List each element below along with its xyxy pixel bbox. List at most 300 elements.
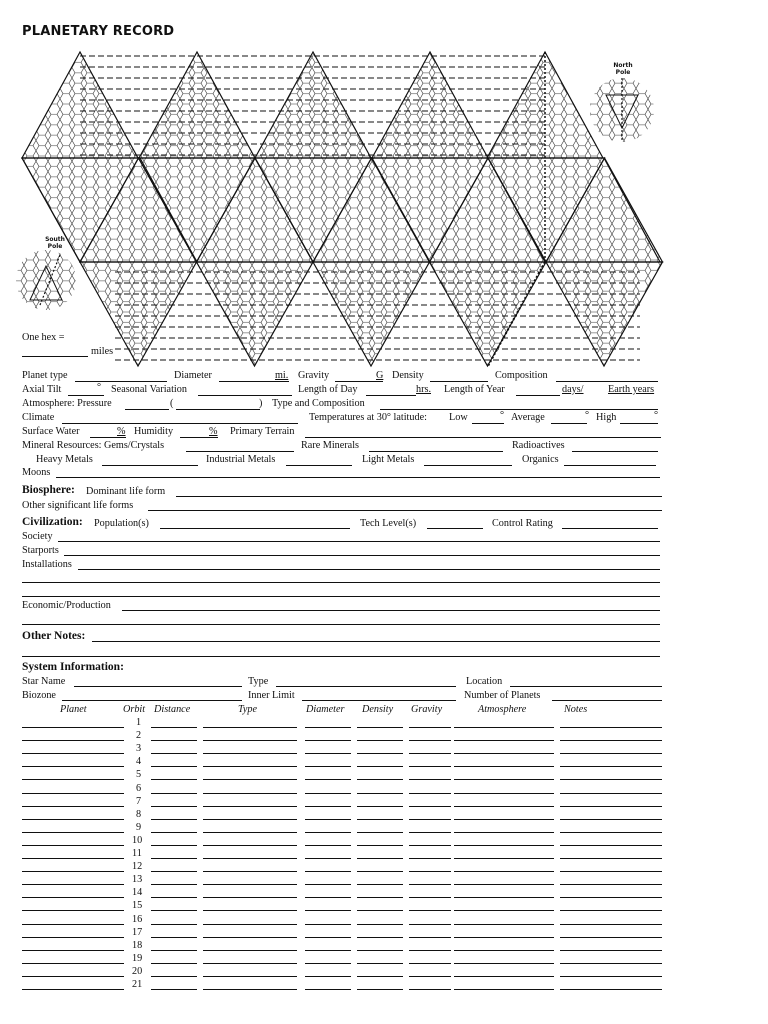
installations-field-2[interactable] [22,582,660,583]
table-cell[interactable] [305,793,351,794]
atmosphere-pressure-label: Atmosphere: Pressure [22,398,112,409]
table-cell[interactable] [560,937,662,938]
deg-unit: ° [500,410,505,421]
table-cell[interactable] [22,910,124,911]
table-cell[interactable] [305,806,351,807]
table-cell[interactable] [305,779,351,780]
table-cell[interactable] [357,989,403,990]
table-cell[interactable] [22,937,124,938]
table-cell[interactable] [409,819,451,820]
table-cell[interactable] [357,871,403,872]
table-cell[interactable] [22,806,124,807]
table-cell[interactable] [357,766,403,767]
society-field[interactable] [58,541,660,542]
table-cell[interactable] [409,924,451,925]
table-cell[interactable] [203,910,297,911]
table-cell[interactable] [409,727,451,728]
table-cell[interactable] [357,884,403,885]
light-metals-field[interactable] [424,465,512,466]
table-cell[interactable] [151,924,197,925]
table-cell[interactable] [151,806,197,807]
table-cell[interactable] [454,858,554,859]
table-cell[interactable] [203,740,297,741]
table-cell[interactable] [409,884,451,885]
table-cell[interactable] [357,845,403,846]
orbit-number: 6 [136,782,142,794]
pressure-alt-field[interactable] [176,409,260,410]
table-cell[interactable] [357,910,403,911]
orbit-number: 10 [132,834,143,846]
average-label: Average [511,412,545,423]
table-cell[interactable] [151,753,197,754]
heavy-metals-field[interactable] [102,465,198,466]
composition-field[interactable] [556,381,658,382]
economic-label: Economic/Production [22,600,111,611]
table-cell[interactable] [454,766,554,767]
table-cell[interactable] [454,897,554,898]
orbit-number: 16 [132,913,143,925]
other-life-label: Other significant life forms [22,500,134,511]
table-cell[interactable] [203,937,297,938]
south-pole-diagram [16,250,76,310]
orbit-number: 7 [136,795,142,807]
table-cell[interactable] [203,963,297,964]
table-cell[interactable] [409,858,451,859]
table-cell[interactable] [22,779,124,780]
table-cell[interactable] [357,832,403,833]
low-temp-field[interactable] [472,423,504,424]
orbit-number: 11 [132,848,142,859]
table-cell[interactable] [560,806,662,807]
high-temp-field[interactable] [620,423,658,424]
atmosphere-type-field[interactable] [380,409,658,410]
table-cell[interactable] [560,753,662,754]
map-triangle-bottom [313,262,430,366]
table-cell[interactable] [357,727,403,728]
installations-label: Installations [22,559,72,570]
column-header-density: Density [362,704,394,715]
table-cell[interactable] [409,937,451,938]
table-cell[interactable] [22,871,124,872]
table-cell[interactable] [454,779,554,780]
table-cell[interactable] [22,832,124,833]
control-rating-field[interactable] [562,528,658,529]
table-cell[interactable] [203,871,297,872]
table-cell[interactable] [560,897,662,898]
rare-minerals-field[interactable] [369,451,503,452]
biozone-field[interactable] [62,700,242,701]
seasonal-variation-label: Seasonal Variation [111,384,187,395]
table-cell[interactable] [409,779,451,780]
table-cell[interactable] [151,976,197,977]
table-cell[interactable] [203,793,297,794]
table-cell[interactable] [22,950,124,951]
table-cell[interactable] [560,727,662,728]
hex-scale-field[interactable] [22,356,88,357]
table-cell[interactable] [305,871,351,872]
days-unit: days/ [562,384,584,395]
table-cell[interactable] [454,924,554,925]
table-cell[interactable] [203,806,297,807]
radioactives-label: Radioactives [512,440,565,451]
table-cell[interactable] [151,727,197,728]
table-cell[interactable] [409,753,451,754]
table-cell[interactable] [409,976,451,977]
table-cell[interactable] [454,845,554,846]
deg-unit: ° [585,410,590,421]
pct-unit: % [209,426,218,437]
length-of-day-field[interactable] [366,395,416,396]
table-cell[interactable] [305,884,351,885]
humidity-label: Humidity [134,426,174,437]
table-cell[interactable] [22,858,124,859]
high-label: High [596,412,617,423]
table-cell[interactable] [305,740,351,741]
south-pole-label: South Pole [45,236,65,250]
table-cell[interactable] [454,753,554,754]
north-pole-diagram [590,78,654,142]
number-of-planets-field[interactable] [552,700,662,701]
tech-level-field[interactable] [427,528,483,529]
table-cell[interactable] [454,937,554,938]
table-cell[interactable] [203,884,297,885]
economic-field[interactable] [122,610,660,611]
pressure-field[interactable] [125,409,169,410]
table-cell[interactable] [357,793,403,794]
table-cell[interactable] [151,845,197,846]
table-cell[interactable] [22,845,124,846]
table-cell[interactable] [454,976,554,977]
table-cell[interactable] [409,950,451,951]
map-triangle-top [139,52,255,158]
table-cell[interactable] [203,897,297,898]
map-triangle-bottom [430,262,547,366]
table-cell[interactable] [454,740,554,741]
seasonal-variation-field[interactable] [198,395,292,396]
axial-tilt-field[interactable] [68,395,104,396]
earth-years-unit: Earth years [608,384,655,395]
rare-minerals-label: Rare Minerals [301,440,359,451]
table-cell[interactable] [203,989,297,990]
table-cell[interactable] [203,976,297,977]
table-cell[interactable] [151,910,197,911]
table-cell[interactable] [357,950,403,951]
civilization-heading: Civilization: [22,516,83,528]
orbit-number: 15 [132,900,143,912]
table-cell[interactable] [151,871,197,872]
table-cell[interactable] [151,832,197,833]
table-cell[interactable] [454,819,554,820]
table-cell[interactable] [151,766,197,767]
table-cell[interactable] [560,858,662,859]
climate-label: Climate [22,412,55,423]
table-cell[interactable] [560,766,662,767]
orbit-number: 1 [136,717,142,728]
table-cell[interactable] [454,793,554,794]
other-life-field[interactable] [148,510,662,511]
table-cell[interactable] [22,989,124,990]
biozone-label: Biozone [22,690,56,701]
table-cell[interactable] [22,793,124,794]
table-cell[interactable] [22,819,124,820]
table-cell[interactable] [454,910,554,911]
table-cell[interactable] [151,819,197,820]
table-cell[interactable] [305,976,351,977]
table-cell[interactable] [357,858,403,859]
orbit-number: 5 [136,769,142,781]
society-label: Society [22,531,53,542]
orbit-number: 2 [136,730,142,742]
table-cell[interactable] [203,727,297,728]
table-cell[interactable] [560,871,662,872]
table-cell[interactable] [305,727,351,728]
table-cell[interactable] [409,910,451,911]
dominant-life-label: Dominant life form [86,486,166,497]
table-cell[interactable] [560,845,662,846]
table-cell[interactable] [22,740,124,741]
table-cell[interactable] [357,819,403,820]
other-notes-field[interactable] [92,641,660,642]
table-cell[interactable] [305,910,351,911]
paren-close: ) [259,398,263,409]
star-name-label: Star Name [22,676,66,687]
climate-field[interactable] [62,423,298,424]
moons-field[interactable] [56,477,660,478]
table-cell[interactable] [305,924,351,925]
temperatures-label: Temperatures at 30° latitude: [309,412,427,423]
table-cell[interactable] [409,766,451,767]
primary-terrain-field[interactable] [305,437,661,438]
table-cell[interactable] [560,832,662,833]
table-cell[interactable] [560,819,662,820]
table-cell[interactable] [409,793,451,794]
table-cell[interactable] [357,897,403,898]
star-name-field[interactable] [74,686,242,687]
table-cell[interactable] [151,793,197,794]
table-cell[interactable] [203,845,297,846]
table-cell[interactable] [151,937,197,938]
length-of-year-field[interactable] [516,395,560,396]
economic-field-2[interactable] [22,624,660,625]
table-cell[interactable] [22,753,124,754]
one-hex-label: One hex = [22,332,65,343]
north-pole-label: North Pole [613,62,633,76]
orbit-number: 13 [132,874,143,886]
other-notes-label: Other Notes: [22,630,86,642]
inner-limit-label: Inner Limit [248,690,295,701]
table-cell[interactable] [151,740,197,741]
table-cell[interactable] [305,832,351,833]
planet-type-field[interactable] [75,381,167,382]
table-cell[interactable] [454,727,554,728]
installations-field-3[interactable] [22,596,660,597]
orbit-number: 8 [136,808,142,820]
location-field[interactable] [510,686,662,687]
table-cell[interactable] [151,950,197,951]
moons-label: Moons [22,467,51,478]
table-cell[interactable] [203,950,297,951]
orbit-number: 9 [136,821,142,833]
table-cell[interactable] [357,740,403,741]
table-cell[interactable] [305,950,351,951]
table-cell[interactable] [305,819,351,820]
page-title: PLANETARY RECORD [22,24,175,39]
table-cell[interactable] [151,884,197,885]
map-triangle-top [255,52,371,158]
map-triangle-top [372,52,488,158]
table-cell[interactable] [203,766,297,767]
table-cell[interactable] [203,819,297,820]
table-cell[interactable] [409,740,451,741]
industrial-metals-label: Industrial Metals [206,454,276,465]
length-of-year-label: Length of Year [444,384,505,395]
table-cell[interactable] [357,924,403,925]
orbit-number: 3 [136,743,142,755]
column-header-gravity: Gravity [411,704,443,715]
table-cell[interactable] [305,989,351,990]
table-cell[interactable] [560,884,662,885]
orbit-number: 12 [132,861,143,873]
table-cell[interactable] [560,963,662,964]
population-label: Population(s) [94,518,149,529]
table-cell[interactable] [357,753,403,754]
table-cell[interactable] [305,858,351,859]
table-cell[interactable] [151,779,197,780]
table-cell[interactable] [560,779,662,780]
starports-field[interactable] [64,555,660,556]
orbit-number: 21 [132,979,143,990]
table-cell[interactable] [305,937,351,938]
table-cell[interactable] [560,740,662,741]
table-cell[interactable] [454,832,554,833]
table-cell[interactable] [560,910,662,911]
table-cell[interactable] [203,858,297,859]
table-cell[interactable] [305,753,351,754]
table-cell[interactable] [454,963,554,964]
table-cell[interactable] [560,793,662,794]
table-cell[interactable] [409,871,451,872]
orbit-number: 4 [136,756,142,768]
radioactives-field[interactable] [572,451,658,452]
deg-unit: ° [97,382,102,393]
table-cell[interactable] [409,963,451,964]
table-cell[interactable] [357,976,403,977]
system-info-heading: System Information: [22,661,124,673]
table-cell[interactable] [305,897,351,898]
icosahedral-map [0,0,768,380]
column-header-notes: Notes [564,704,588,715]
industrial-metals-field[interactable] [286,465,352,466]
table-cell[interactable] [357,806,403,807]
table-cell[interactable] [203,753,297,754]
table-cell[interactable] [454,950,554,951]
table-cell[interactable] [560,989,662,990]
table-cell[interactable] [151,897,197,898]
table-cell[interactable] [151,963,197,964]
table-cell[interactable] [560,950,662,951]
table-cell[interactable] [409,989,451,990]
density-field[interactable] [430,381,488,382]
inner-limit-field[interactable] [302,700,456,701]
table-cell[interactable] [560,924,662,925]
table-cell[interactable] [409,806,451,807]
table-cell[interactable] [409,845,451,846]
table-cell[interactable] [357,963,403,964]
star-type-field[interactable] [276,686,456,687]
table-cell[interactable] [22,963,124,964]
table-cell[interactable] [409,832,451,833]
table-cell[interactable] [151,989,197,990]
table-cell[interactable] [454,806,554,807]
miles-label: miles [91,346,114,357]
g-unit: G [376,370,384,381]
orbit-number: 20 [132,965,143,977]
biosphere-heading: Biosphere: [22,484,75,496]
map-triangle-bottom [546,262,663,366]
heavy-metals-label: Heavy Metals [36,454,93,465]
tech-level-label: Tech Level(s) [360,518,417,529]
table-cell[interactable] [203,832,297,833]
orbit-number: 18 [132,939,143,951]
dominant-life-field[interactable] [176,496,662,497]
table-cell[interactable] [22,976,124,977]
density-label: Density [392,370,424,381]
gems-field[interactable] [186,451,294,452]
paren-open: ( [170,398,174,409]
table-cell[interactable] [151,858,197,859]
table-cell[interactable] [560,976,662,977]
table-cell[interactable] [22,924,124,925]
table-cell[interactable] [22,727,124,728]
table-cell[interactable] [22,897,124,898]
table-cell[interactable] [305,766,351,767]
column-header-distance: Distance [154,704,191,715]
table-cell[interactable] [22,766,124,767]
table-cell[interactable] [357,937,403,938]
map-triangle-bottom [197,262,314,366]
primary-terrain-label: Primary Terrain [230,426,295,437]
table-cell[interactable] [357,779,403,780]
table-cell[interactable] [203,924,297,925]
population-field[interactable] [160,528,350,529]
surface-water-label: Surface Water [22,426,80,437]
table-cell[interactable] [454,884,554,885]
table-cell[interactable] [409,897,451,898]
table-cell[interactable] [305,963,351,964]
organics-field[interactable] [564,465,656,466]
table-cell[interactable] [454,871,554,872]
location-label: Location [466,676,503,687]
table-cell[interactable] [305,845,351,846]
orbit-number: 19 [132,952,143,964]
column-header-atmosphere: Atmosphere [478,704,527,715]
column-header-diameter: Diameter [306,704,345,715]
other-notes-field-2[interactable] [22,656,660,657]
pct-unit: % [117,426,126,437]
table-cell[interactable] [203,779,297,780]
avg-temp-field[interactable] [551,423,587,424]
column-header-type: Type [238,704,258,715]
table-cell[interactable] [22,884,124,885]
length-of-day-label: Length of Day [298,384,358,395]
number-of-planets-label: Number of Planets [464,690,541,701]
low-label: Low [449,412,468,423]
gravity-label: Gravity [298,370,330,381]
orbit-number: 14 [132,887,143,899]
light-metals-label: Light Metals [362,454,415,465]
table-cell[interactable] [454,989,554,990]
installations-field[interactable] [78,569,660,570]
